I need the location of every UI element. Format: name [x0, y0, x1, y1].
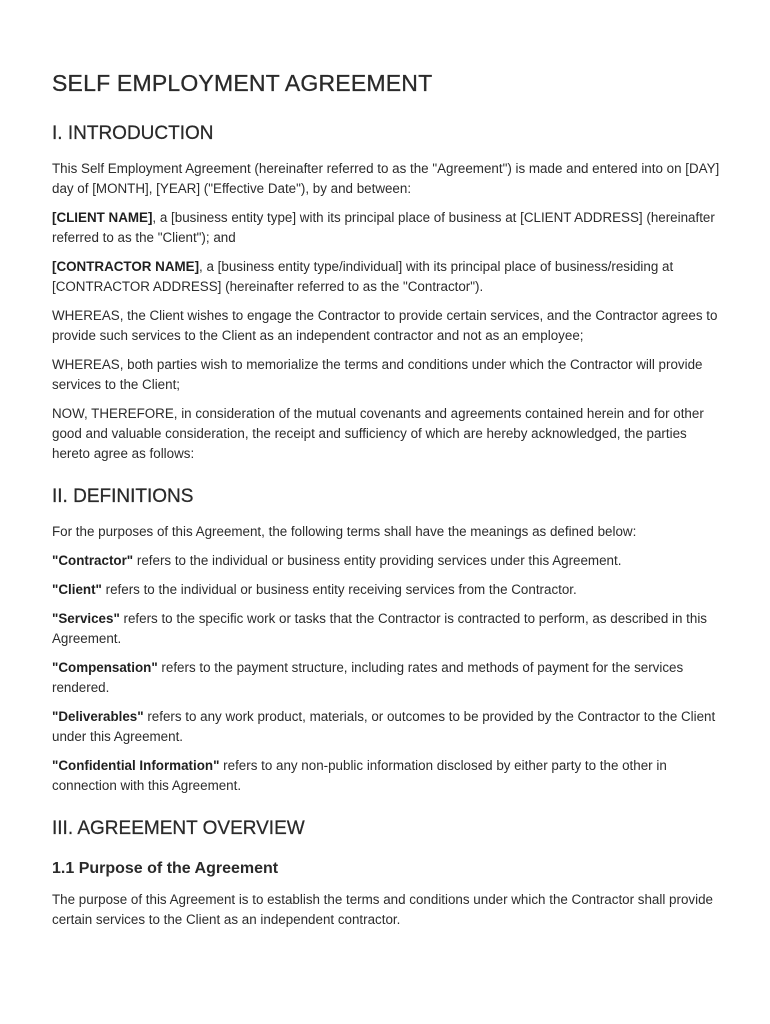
- definition-text: refers to the payment structure, including rates and methods of payment for the services rendered.: [52, 660, 684, 695]
- definition-term: "Confidential Information": [52, 758, 220, 773]
- purpose-paragraph: The purpose of this Agreement is to establish the terms and conditions under which the Contractor shall provide certain services to the Client as an independent contractor.: [52, 892, 713, 927]
- contractor-party-paragraph: [52, 257, 720, 297]
- agreement-overview-heading: III. AGREEMENT OVERVIEW: [52, 818, 305, 839]
- document-title: SELF EMPLOYMENT AGREEMENT: [52, 70, 433, 96]
- definition-term: "Compensation": [52, 660, 158, 675]
- introduction-heading: I. INTRODUCTION: [52, 123, 214, 144]
- definition-term: "Deliverables": [52, 709, 144, 724]
- definition-item: [52, 707, 720, 747]
- whereas-clause-2: WHEREAS, both parties wish to memorialize the terms and conditions under which the Contractor will provide services to the Client;: [52, 357, 703, 392]
- contractor-name-placeholder: [CONTRACTOR NAME]: [52, 259, 200, 274]
- definition-item: [52, 580, 720, 600]
- definition-text: refers to any non-public information disclosed by either party to the other in connection with this Agreement.: [52, 758, 667, 793]
- contractor-party-text: , a [business entity type/individual] with its principal place of business/residing at [CONTRACTOR ADDRESS] (hereinafter referred to as the "Contractor").: [52, 259, 674, 294]
- therefore-clause: NOW, THEREFORE, in consideration of the mutual covenants and agreements contained herein and for other good and valuable consideration, the receipt and sufficiency of which are hereby acknowledged, the parties hereto agree as follows:: [52, 406, 704, 461]
- definition-text: refers to any work product, materials, or outcomes to be provided by the Contractor to the Client under this Agreement.: [52, 709, 716, 744]
- definition-item: [52, 658, 720, 698]
- definition-item: [52, 551, 720, 571]
- definition-term: "Services": [52, 611, 120, 626]
- agreement-overview-section: [52, 818, 720, 930]
- definitions-section: [52, 486, 720, 796]
- definition-item: [52, 609, 720, 649]
- introduction-paragraph: This Self Employment Agreement (hereinafter referred to as the "Agreement") is made and entered into on [DAY] day of [MONTH], [YEAR] ("Effective Date"), by and between:: [52, 161, 720, 196]
- whereas-clause-1: WHEREAS, the Client wishes to engage the Contractor to provide certain services, and the Contractor agrees to provide such services to the Client as an independent contractor and not as an employee;: [52, 308, 718, 343]
- client-party-text: , a [business entity type] with its principal place of business at [CLIENT ADDRESS] (hereinafter referred to as the "Client"); and: [52, 210, 715, 245]
- definitions-heading: II. DEFINITIONS: [52, 486, 194, 507]
- definition-text: refers to the individual or business entity providing services under this Agreement.: [133, 553, 622, 568]
- definition-item: [52, 756, 720, 796]
- introduction-section: [52, 123, 720, 464]
- definition-text: refers to the specific work or tasks that the Contractor is contracted to perform, as described in this Agreement.: [52, 611, 708, 646]
- definition-text: refers to the individual or business entity receiving services from the Contractor.: [101, 582, 577, 597]
- definitions-intro: For the purposes of this Agreement, the following terms shall have the meanings as defined below:: [52, 524, 637, 539]
- definition-term: "Client": [52, 582, 102, 597]
- client-name-placeholder: [CLIENT NAME]: [52, 210, 153, 225]
- definition-term: "Contractor": [52, 553, 134, 568]
- client-party-paragraph: [52, 208, 720, 248]
- purpose-subheading: 1.1 Purpose of the Agreement: [52, 860, 279, 877]
